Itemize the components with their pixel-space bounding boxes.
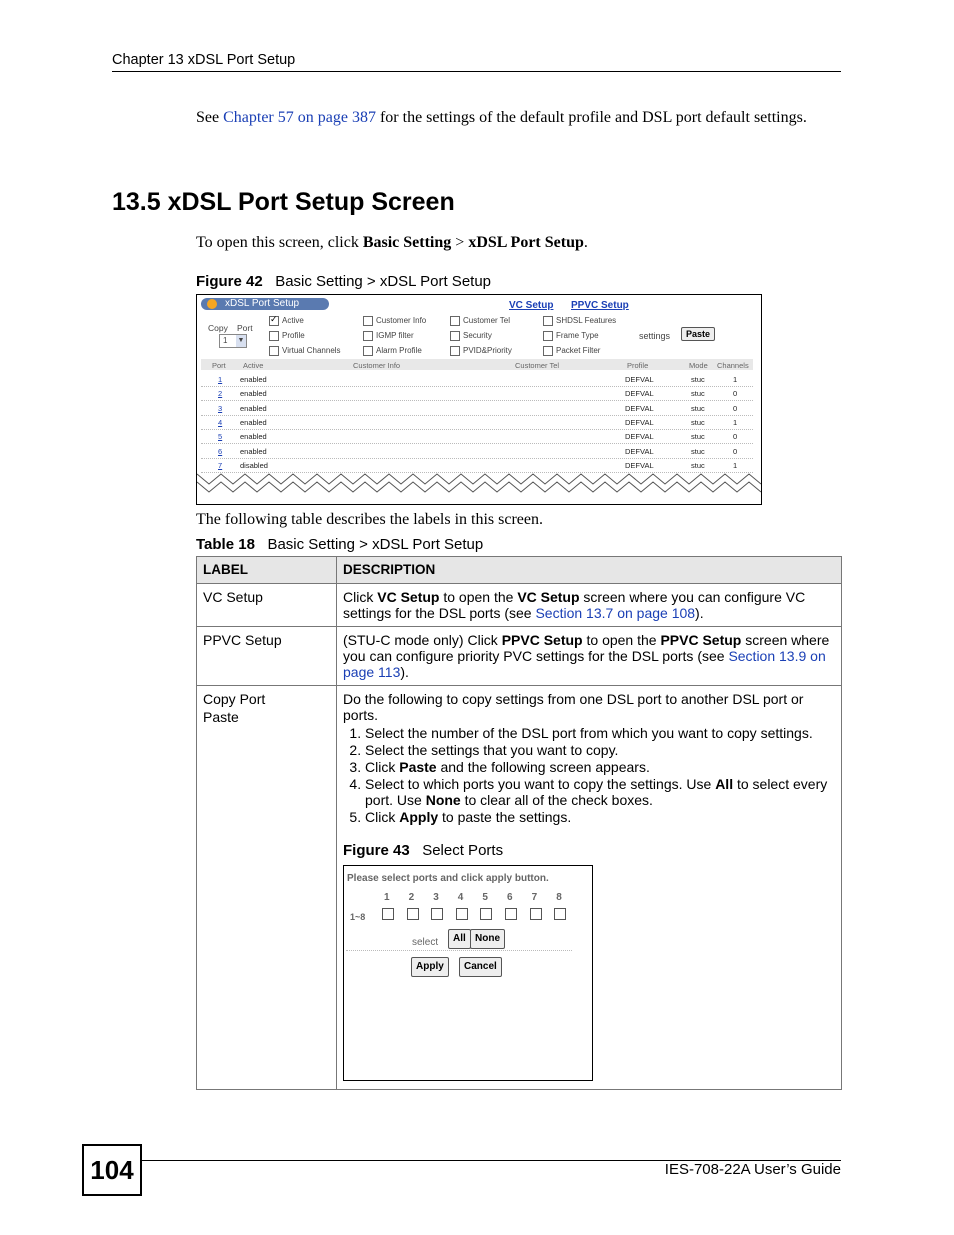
row-divider [201,429,753,431]
cell-profile: DEFVAL [625,460,654,470]
column-header: Active [243,361,264,370]
desc-text: ). [400,664,409,680]
settings-checkbox-item[interactable] [363,346,422,356]
intro-text-after: for the settings of the default profile and DSL port default settings. [375,109,807,126]
cell-channels: 0 [733,432,738,442]
port-checkbox[interactable] [480,908,492,920]
cell-channels: 0 [733,389,738,399]
port-checkbox[interactable] [382,908,394,920]
header-rule [112,71,841,72]
cell-channels: 0 [733,403,738,413]
checkbox-label: PVID&Priority [463,346,512,356]
desc-bold: VC Setup [377,589,440,605]
port-link[interactable]: 3 [218,403,223,413]
all-button[interactable]: All [448,929,471,949]
orange-circle-icon [207,299,217,309]
checkbox[interactable] [543,331,553,341]
copy-steps-list [343,725,835,825]
section-13-7-link[interactable]: Section 13.7 on page 108 [535,605,696,621]
desc-bold: VC Setup [517,589,580,605]
step-text: Select to which ports you want to copy the settings. Use [365,776,716,792]
select-ports-screenshot [343,865,593,1081]
desc-text: Click [343,589,378,605]
settings-checkbox-item[interactable] [450,346,512,356]
desc-text: ). [695,605,704,621]
column-header: Customer Tel [515,361,560,370]
figure-42-caption [196,273,491,290]
desc-bold: PPVC Setup [501,632,583,648]
port-number: 1 [384,892,390,903]
list-item [365,759,835,775]
column-header: Customer Info [353,361,401,370]
cell-mode: stuc [691,389,705,399]
settings-checkbox-item[interactable] [363,331,414,341]
checkbox-label: Security [463,331,492,341]
settings-checkbox-item[interactable] [543,346,600,356]
none-button[interactable]: None [470,929,505,949]
intro-paragraph [196,107,836,128]
settings-checkbox-item[interactable] [450,316,510,326]
checkbox[interactable] [269,331,279,341]
table-row [197,686,842,1090]
cell-active: disabled [240,460,268,470]
port-link[interactable]: 4 [218,417,223,427]
row-divider [201,400,753,402]
figure-42-title: Basic Setting > xDSL Port Setup [275,273,492,290]
list-item [365,809,835,825]
port-label: Port [237,323,253,333]
cancel-button[interactable]: Cancel [459,957,502,977]
desc-text: screen where you can configure priority PVC settings for the DSL ports (see [343,632,830,664]
cell-mode: stuc [691,417,705,427]
checkbox[interactable] [363,316,373,326]
open-basic-setting: Basic Setting [362,234,452,251]
port-link[interactable]: 2 [218,389,223,399]
port-link[interactable]: 7 [218,460,223,470]
port-number: 5 [482,892,488,903]
settings-label: settings [639,331,671,341]
cell-mode: stuc [691,446,705,456]
checkbox[interactable] [363,346,373,356]
guide-title: IES-708-22A User’s Guide [664,1161,841,1178]
paste-button[interactable]: Paste [681,327,715,341]
copy-port-value: 1 [223,336,228,345]
open-end: . [583,234,588,251]
row-label [197,686,337,1090]
step-text: Click [365,809,400,825]
checkbox-label: SHDSL Features [556,316,617,326]
checkbox-label: Frame Type [556,331,599,341]
chapter-57-link[interactable]: Chapter 57 on page 387 [223,109,376,126]
open-screen-instruction [196,234,588,252]
column-header: Port [212,361,226,370]
desc-text: screen where you can configure VC settings for the DSL ports (see [343,589,806,621]
settings-checkbox-item[interactable] [543,331,599,341]
step-text: to paste the settings. [438,809,572,825]
cell-profile: DEFVAL [625,446,654,456]
column-header: Mode [689,361,708,370]
step-text: to clear all of the check boxes. [460,792,653,808]
copy-intro: Do the following to copy settings from one DSL port to another DSL port or ports. [343,691,804,723]
settings-checkbox-item[interactable] [269,346,341,356]
cell-mode: stuc [691,432,705,442]
vc-setup-link[interactable]: VC Setup [509,300,554,311]
port-number: 8 [556,892,562,903]
settings-checkbox-item[interactable] [450,331,492,341]
cell-channels: 1 [733,417,738,427]
select-ports-prompt: Please select ports and click apply button. [347,873,549,884]
desc-text: to open the [582,632,661,648]
step-bold: All [715,776,734,792]
port-checkbox[interactable] [407,908,419,920]
xdsl-port-setup-screenshot [196,294,762,505]
port-checkbox[interactable] [456,908,468,920]
column-header: Channels [717,361,749,370]
copy-port-label: Copy Port [203,691,266,707]
divider [346,950,572,952]
row-divider [201,415,753,417]
table-header-row [197,557,842,584]
checked-checkbox[interactable] [269,316,279,326]
checkbox[interactable] [543,316,553,326]
row-label: VC Setup [197,584,337,627]
row-divider [201,443,753,445]
checkbox-label: Profile [282,331,305,341]
desc-text: to open the [439,589,518,605]
column-header: Profile [627,361,649,370]
open-text: To open this screen, click [196,234,363,251]
port-link[interactable]: 6 [218,446,223,456]
cell-channels: 0 [733,446,738,456]
list-item [365,776,835,808]
checkbox-label: Packet Filter [556,346,601,356]
checkbox-label: Customer Info [376,316,427,326]
cell-active: enabled [240,446,267,456]
chapter-header: Chapter 13 xDSL Port Setup [112,52,296,68]
figure-43-caption [343,843,835,859]
figure-43-title: Select Ports [422,842,504,859]
desc-text: (STU-C mode only) Click [343,632,502,648]
port-number: 7 [531,892,538,903]
figure-42-number: Figure 42 [196,273,263,290]
list-item: 1. Select the number of the DSL port from which you want to copy settings. [365,725,835,741]
table-row [197,584,842,627]
port-number: 2 [408,892,415,903]
row-description [337,584,842,627]
port-checkbox[interactable] [431,908,443,920]
settings-checkbox-item[interactable] [543,316,616,326]
port-checkbox[interactable] [554,908,566,920]
settings-checkbox-item[interactable] [269,316,304,326]
cell-channels: 1 [733,375,738,384]
cell-mode: stuc [691,375,705,384]
row-divider [201,458,753,460]
table-18-number: Table 18 [196,536,255,553]
cell-profile: DEFVAL [625,432,654,442]
intro-text-before: See [196,109,224,126]
checkbox[interactable] [450,331,460,341]
page-number: 104 [82,1144,142,1196]
port-link[interactable]: 1 [218,375,223,384]
row-divider [201,386,753,388]
cell-active: enabled [240,389,267,399]
port-checkbox[interactable] [530,908,542,920]
desc-bold: PPVC Setup [660,632,742,648]
open-gt: > [451,234,469,251]
copy-label: Copy [208,323,228,333]
cell-active: enabled [240,432,267,442]
open-xdsl-port-setup: xDSL Port Setup [468,234,584,251]
port-range-label: 1~8 [350,912,366,922]
paste-label: Paste [203,709,239,725]
row-label: PPVC Setup [197,627,337,686]
checkbox-label: Virtual Channels [282,346,341,356]
table-row [197,627,842,686]
cell-profile: DEFVAL [625,389,654,399]
cell-channels: 1 [733,460,738,470]
cell-active: enabled [240,375,267,384]
step-bold: None [425,792,461,808]
cell-profile: DEFVAL [625,417,654,427]
settings-checkbox-item[interactable] [363,316,426,326]
checkbox-label: Customer Tel [463,316,510,326]
step-bold: Apply [399,809,439,825]
step-text: and the following screen appears. [436,759,650,775]
table-18-caption [196,536,483,553]
label-column-header: LABEL [197,557,337,584]
checkbox[interactable] [543,346,553,356]
table-18-title: Basic Setting > xDSL Port Setup [267,536,484,553]
row-description [337,627,842,686]
ppvc-setup-link[interactable]: PPVC Setup [571,300,629,311]
checkbox-label: Active [282,316,304,326]
section-heading: 13.5 xDSL Port Setup Screen [112,188,455,216]
select-label: select [412,937,439,948]
checkbox[interactable] [269,346,279,356]
copy-port-select[interactable] [219,334,247,348]
torn-edge-graphic [197,465,761,504]
cell-active: enabled [240,403,267,413]
screen-title-tab [201,298,329,310]
label-description-table [196,556,842,1090]
following-table-text: The following table describes the labels in this screen. [196,511,544,528]
chevron-down-icon: ▼ [236,335,246,347]
step-text: to select every port. Use [365,776,828,808]
description-column-header: DESCRIPTION [337,557,842,584]
port-number: 3 [433,892,439,903]
apply-button[interactable]: Apply [411,957,449,977]
port-link[interactable]: 5 [218,432,223,442]
section-13-9-link[interactable]: Section 13.9 on page 113 [343,648,826,680]
list-item: 2. Select the settings that you want to copy. [365,742,835,758]
checkbox-label: IGMP filter [376,331,414,341]
screen-title: xDSL Port Setup [225,298,300,309]
figure-43-number: Figure 43 [343,842,410,859]
cell-profile: DEFVAL [625,403,654,413]
checkbox[interactable] [450,346,460,356]
checkbox[interactable] [450,316,460,326]
cell-active: enabled [240,417,267,427]
port-number: 4 [457,892,464,903]
checkbox-label: Alarm Profile [376,346,422,356]
port-table-header [201,359,753,370]
step-bold: Paste [399,759,437,775]
port-checkbox[interactable] [505,908,517,920]
row-description [337,686,842,1090]
step-text: Click [365,759,400,775]
checkbox[interactable] [363,331,373,341]
cell-mode: stuc [691,403,705,413]
settings-checkbox-item[interactable] [269,331,305,341]
cell-profile: DEFVAL [625,375,654,384]
port-number: 6 [507,892,513,903]
cell-mode: stuc [691,460,705,470]
